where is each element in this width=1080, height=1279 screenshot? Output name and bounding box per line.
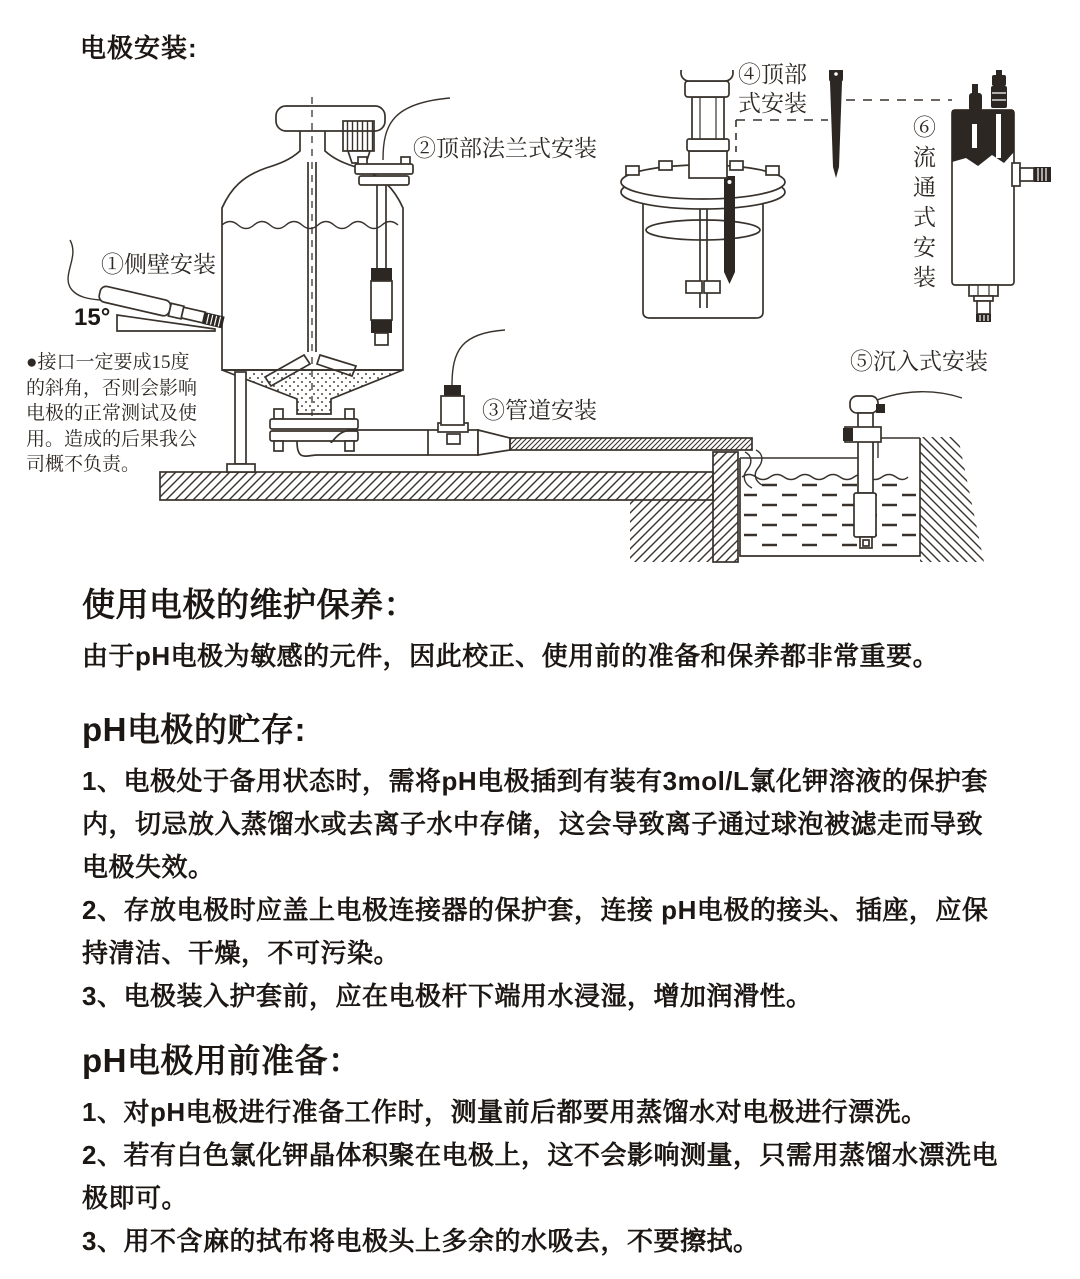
label-flow-through-install: ⑥流通式安装 <box>910 115 935 295</box>
section-preparation <box>82 1041 1032 1263</box>
body-line: 由于pH电极为敏感的元件，因此校正、使用前的准备和保养都非常重要。 <box>82 641 940 671</box>
body-line: 3、用不含麻的拭布将电极头上多余的水吸去，不要擦拭。 <box>82 1226 760 1256</box>
section-maintenance-heading: 使用电极的维护保养： <box>82 586 417 623</box>
body-line: 持清洁、干燥，不可污染。 <box>82 938 401 968</box>
section-storage-heading: pH电极的贮存: <box>82 711 306 748</box>
submerged-tank <box>740 438 920 556</box>
section-preparation-heading: pH电极用前准备： <box>82 1042 362 1079</box>
label-submerged-install: ⑤沉入式安装 <box>850 349 988 374</box>
note-15-degree <box>26 350 222 478</box>
page-title: 电极安装: <box>80 33 198 63</box>
body-line: 极即可。 <box>82 1183 189 1213</box>
label-top-mount-line1: ④顶部 <box>738 62 807 87</box>
body-line: 内，切忌放入蒸馏水或去离子水中存储，这会导致离子通过球泡被滤走而导致 <box>82 809 984 839</box>
note-line: 用。造成的后果我公 <box>26 428 198 450</box>
label-pipe-install: ③管道安装 <box>482 398 597 423</box>
installation-diagram <box>0 62 1080 575</box>
flow-cell <box>952 70 1051 322</box>
label-top-mount-install <box>738 60 807 118</box>
body-line: 2、存放电极时应盖上电极连接器的保护套，连接 pH电极的接头、插座，应保 <box>82 895 989 925</box>
section-maintenance <box>82 585 1032 678</box>
reactor-tank <box>222 97 428 472</box>
section-storage <box>82 710 1032 1018</box>
label-top-flange-install: ②顶部法兰式安装 <box>413 136 597 161</box>
label-top-mount-line2: 式安装 <box>738 91 807 116</box>
body-line: 1、电极处于备用状态时，需将pH电极插到有装有3mol/L氯化钾溶液的保护套 <box>82 766 988 796</box>
body-line: 电极失效。 <box>82 852 215 882</box>
label-side-wall-install: ①侧壁安装 <box>101 252 216 277</box>
body-line: 3、电极装入护套前，应在电极杆下端用水浸湿，增加润滑性。 <box>82 981 813 1011</box>
note-line: 司概不负责。 <box>26 454 141 475</box>
body-line: 1、对pH电极进行准备工作时，测量前后都要用蒸馏水对电极进行漂洗。 <box>82 1097 928 1127</box>
note-line: 电极的正常测试及使 <box>26 403 198 424</box>
note-line: ●接口一定要成15度 <box>26 352 190 373</box>
body-line: 2、若有白色氯化钾晶体积聚在电极上，这不会影响测量，只需用蒸馏水漂洗电 <box>82 1140 998 1170</box>
label-angle-15: 15° <box>74 304 111 331</box>
note-line: 的斜角，否则会影响 <box>26 377 198 399</box>
